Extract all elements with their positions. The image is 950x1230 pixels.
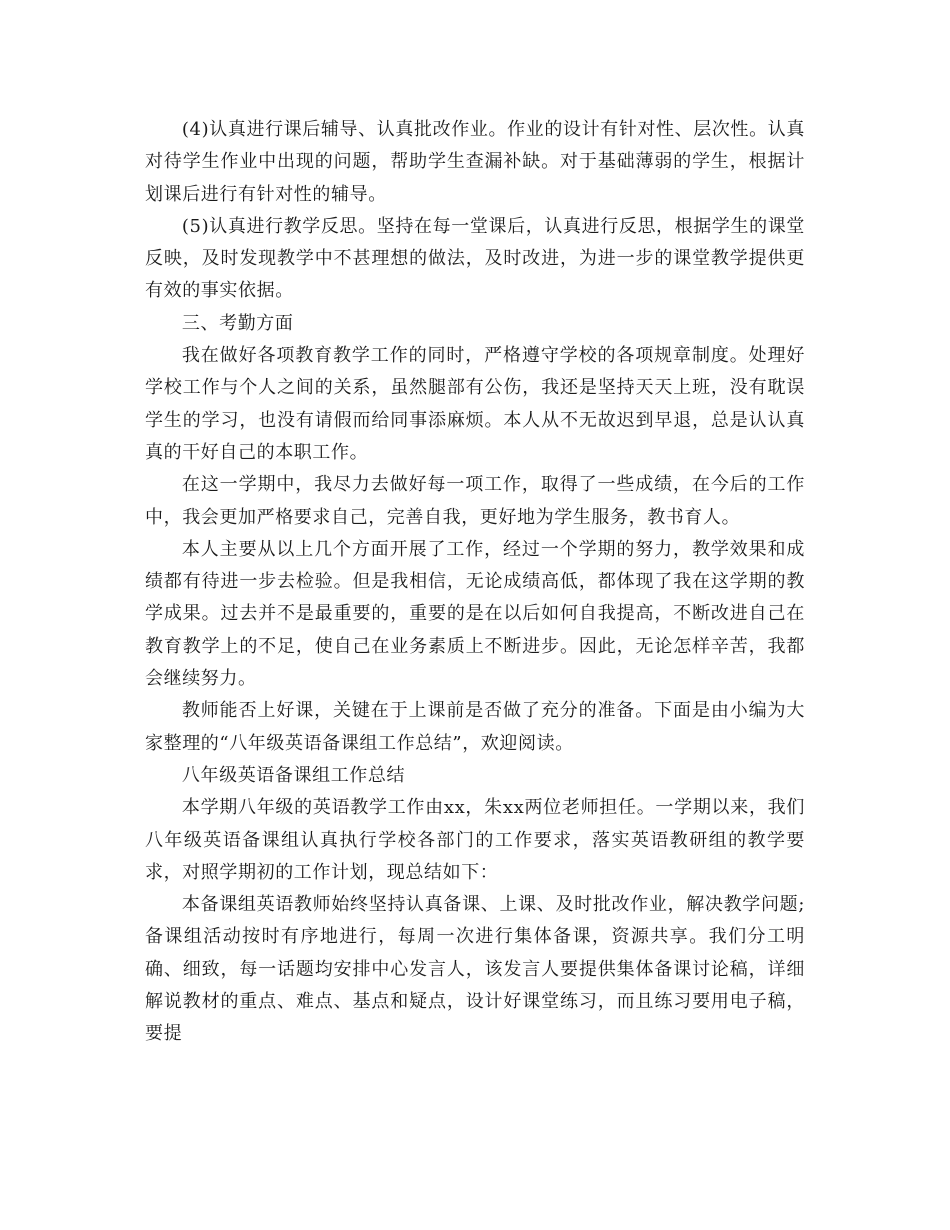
section-heading-english-group: 八年级英语备课组工作总结 <box>181 764 406 786</box>
paragraph-future-work: 在这一学期中，我尽力去做好每一项工作，取得了一些成绩，在今后的工作中，我会更加严格要求自己，完善自我，更好地为学生服务，教书育人。 <box>145 474 805 528</box>
paragraph-teaching-reflection: (5)认真进行教学反思。坚持在每一堂课后，认真进行反思，根据学生的课堂反映，及时发现教学中不甚理想的做法，及时改进，为进一步的课堂教学提供更有效的事实依据。 <box>145 215 805 302</box>
document-body <box>145 114 805 1051</box>
paragraph-lesson-prep: 本备课组英语教师始终坚持认真备课、上课、及时批改作业，解决教学问题;备课组活动按时有序地进行，每周一次进行集体备课，资源共享。我们分工明确、细致，每一话题均安排中心发言人，该发言人要提供集体备课讨论稿，详细解说教材的重点、难点、基点和疑点，设计好课堂练习，而且练习要用电子稿，要提 <box>145 894 805 1045</box>
section-heading-attendance: 三、考勤方面 <box>181 312 294 334</box>
paragraph-english-teachers: 本学期八年级的英语教学工作由xx，朱xx两位老师担任。一学期以来，我们八年级英语备课组认真执行学校各部门的工作要求，落实英语教研组的教学要求，对照学期初的工作计划，现总结如下： <box>145 797 805 883</box>
paragraph-summary: 本人主要从以上几个方面开展了工作，经过一个学期的努力，教学效果和成绩都有待进一步去检验。但是我相信，无论成绩高低，都体现了我在这学期的教学成果。过去并不是最重要的，重要的是在以后如何自我提高，不断改进自己在教育教学上的不足，使自己在业务素质上不断进步。因此，无论怎样辛苦，我都会继续努力。 <box>145 538 805 690</box>
paragraph-intro: 教师能否上好课，关键在于上课前是否做了充分的准备。下面是由小编为大家整理的“八年级英语备课组工作总结”，欢迎阅读。 <box>145 700 805 754</box>
paragraph-attendance: 我在做好各项教育教学工作的同时，严格遵守学校的各项规章制度。处理好学校工作与个人之间的关系，虽然腿部有公伤，我还是坚持天天上班，没有耽误学生的学习，也没有请假而给同事添麻烦。本人从不无故迟到早退，总是认认真真的干好自己的本职工作。 <box>145 345 805 463</box>
paragraph-homework-guidance: (4)认真进行课后辅导、认真批改作业。作业的设计有针对性、层次性。认真对待学生作业中出现的问题，帮助学生查漏补缺。对于基础薄弱的学生，根据计划课后进行有针对性的辅导。 <box>145 119 805 205</box>
